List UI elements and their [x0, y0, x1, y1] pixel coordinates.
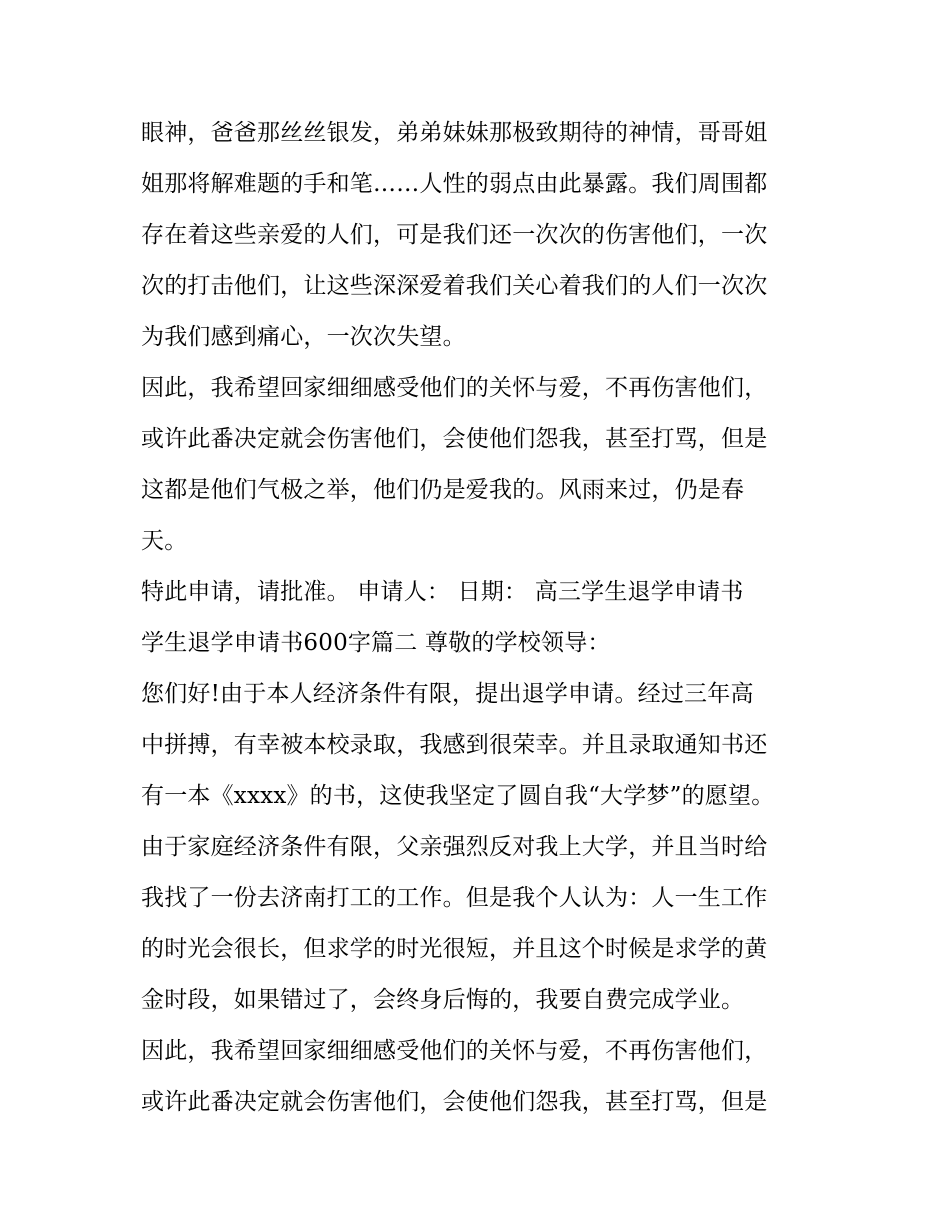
text-line: 眼神，爸爸那丝丝银发，弟弟妹妹那极致期待的神情，哥哥姐 — [141, 120, 768, 146]
text-line: 我找了一份去济南打工的工作。但是我个人认为：人一生工作 — [141, 885, 768, 911]
text-line: 由于家庭经济条件有限，父亲强烈反对我上大学，并且当时给 — [141, 834, 768, 860]
text-line: 您们好!由于本人经济条件有限，提出退学申请。经过三年高 — [141, 681, 754, 707]
text-line: 存在着这些亲爱的人们，可是我们还一次次的伤害他们，一次 — [141, 222, 768, 248]
text-line: 有一本《xxxx》的书，这使我坚定了圆自我“大学梦”的愿望。 — [141, 783, 775, 809]
text-line: 天。 — [141, 528, 188, 554]
text-line: 因此，我希望回家细细感受他们的关怀与爱，不再伤害他们， — [141, 375, 768, 401]
text-line: 或许此番决定就会伤害他们，会使他们怨我，甚至打骂，但是 — [141, 426, 768, 452]
text-line: 学生退学申请书600字篇二 尊敬的学校领导： — [141, 630, 611, 656]
text-line: 次的打击他们，让这些深深爱着我们关心着我们的人们一次次 — [141, 273, 768, 299]
text-line: 或许此番决定就会伤害他们，会使他们怨我，甚至打骂，但是 — [141, 1089, 768, 1115]
text-line: 姐那将解难题的手和笔……人性的弱点由此暴露。我们周围都 — [141, 171, 768, 197]
text-line: 中拼搏，有幸被本校录取，我感到很荣幸。并且录取通知书还 — [141, 732, 768, 758]
text-line: 特此申请，请批准。 申请人： 日期： 高三学生退学申请书 — [141, 579, 744, 605]
text-line: 的时光会很长，但求学的时光很短，并且这个时候是求学的黄 — [141, 936, 768, 962]
text-line: 为我们感到痛心，一次次失望。 — [141, 324, 466, 350]
document-body — [141, 108, 821, 1128]
text-line: 这都是他们气极之举，他们仍是爱我的。风雨来过，仍是春 — [141, 477, 745, 503]
text-line: 金时段，如果错过了，会终身后悔的，我要自费完成学业。 — [141, 987, 745, 1013]
text-line: 因此，我希望回家细细感受他们的关怀与爱，不再伤害他们， — [141, 1038, 768, 1064]
